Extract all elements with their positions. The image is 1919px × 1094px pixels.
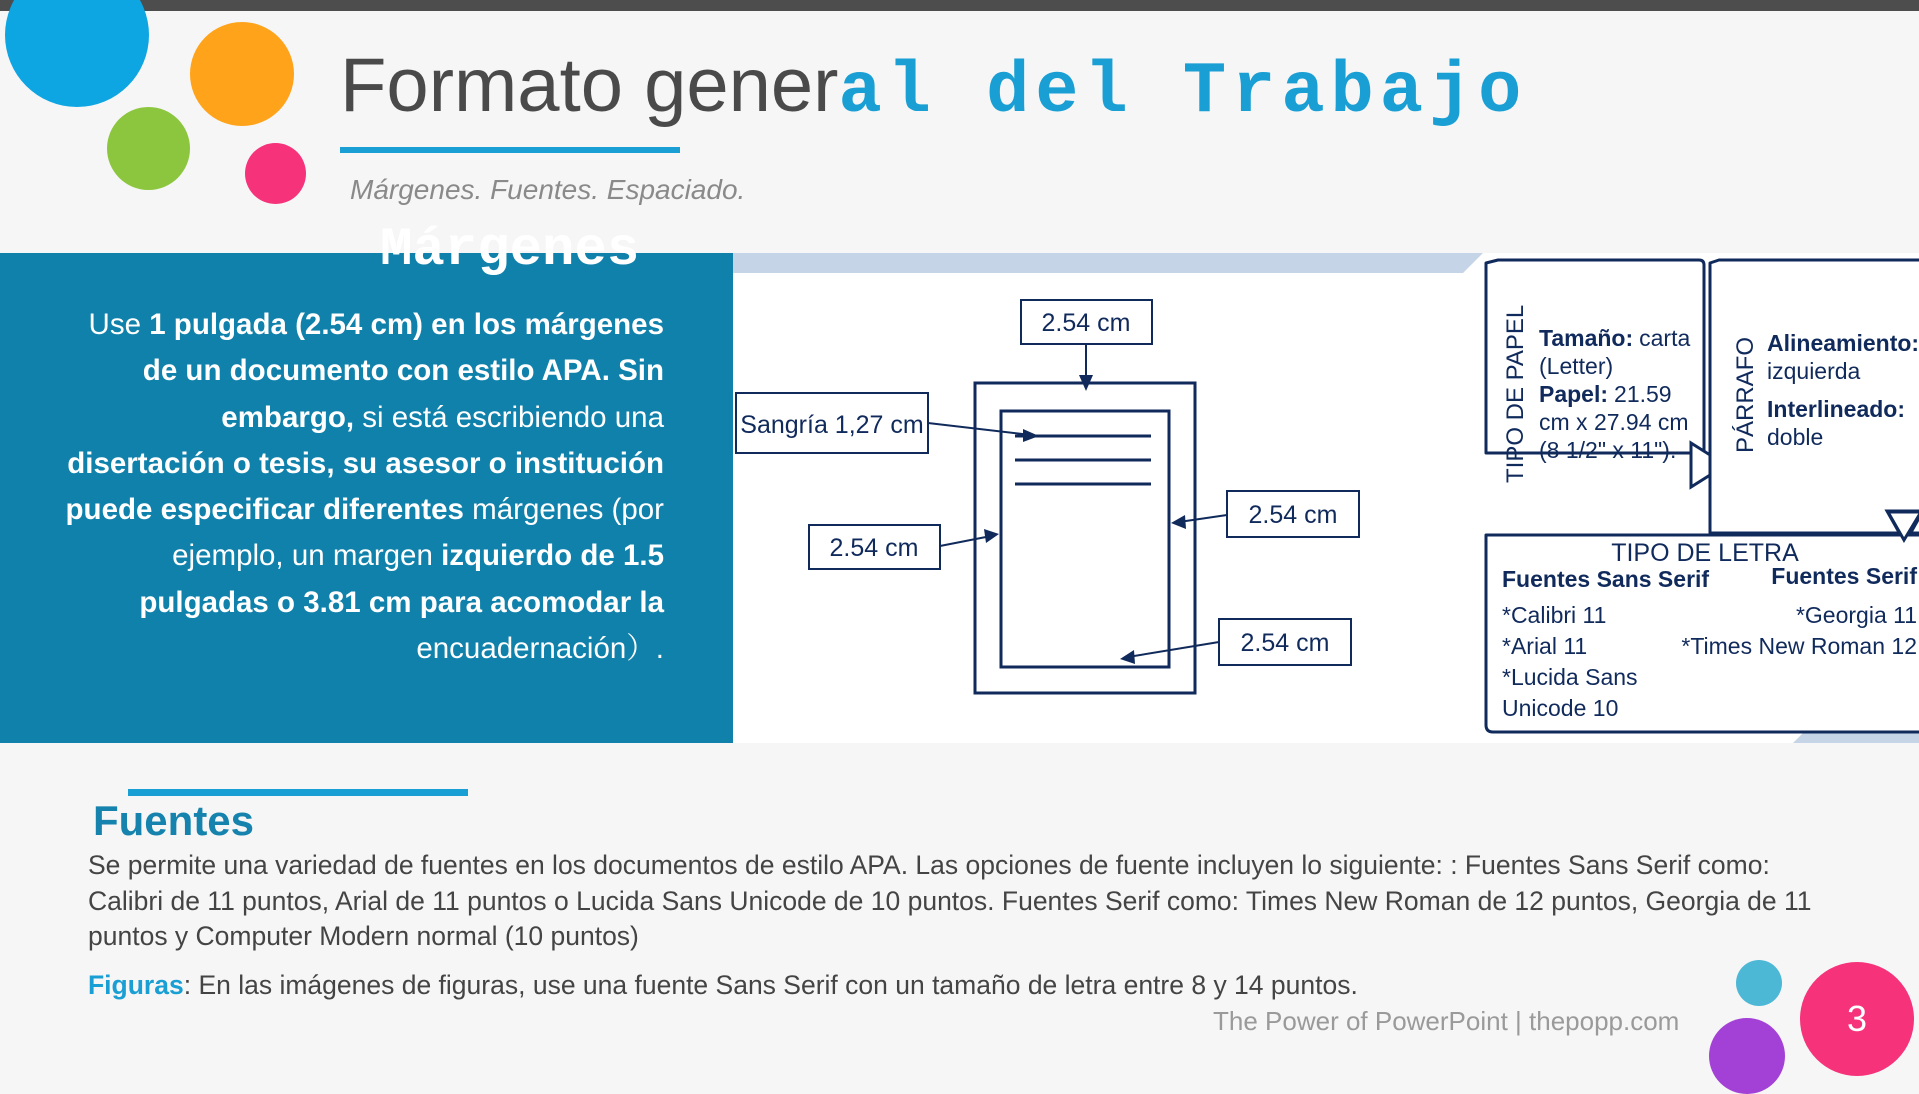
margin-right-label: 2.54 cm — [1248, 501, 1338, 529]
margin-top-label: 2.54 cm — [1041, 309, 1131, 337]
decor-circle-teal — [1736, 960, 1782, 1006]
decor-circle-green — [107, 107, 190, 190]
page-title — [340, 43, 1528, 133]
paper-size-label: Tamaño: — [1539, 325, 1634, 351]
top-bar — [0, 0, 1919, 11]
decor-circle-blue — [5, 0, 149, 107]
paper-type-heading: TIPO DE PAPEL — [1502, 304, 1529, 483]
decor-circle-pink — [245, 143, 306, 204]
paper-letter: (Letter) — [1539, 353, 1614, 379]
title-underline — [340, 147, 680, 153]
figuras-paragraph — [88, 970, 1358, 1001]
margin-left-callout — [809, 525, 999, 569]
paragraph-heading: PÁRRAFO — [1732, 336, 1759, 453]
decor-circle-purple — [1709, 1018, 1785, 1094]
margin-top-callout — [1021, 300, 1152, 391]
page-outline — [975, 383, 1195, 693]
serif-item: *Times New Roman 12 — [1681, 633, 1917, 659]
margins-text — [62, 302, 664, 672]
apa-format-diagram — [733, 253, 1919, 743]
sans-item: *Calibri 11 — [1502, 602, 1607, 628]
font-type-box — [1486, 512, 1919, 732]
svg-text:Papel:21.59 — [1539, 381, 1672, 407]
margins-text-part: 1 pulgada (2.54 cm) en los márgenes de un documento con estilo APA. Sin embargo, — [142, 308, 664, 434]
title-part-2: al del Trabajo — [838, 51, 1528, 133]
figuras-text: : En las imágenes de figuras, use una fuente Sans Serif con un tamaño de letra entre 8 y 14 puntos. — [183, 970, 1358, 1000]
indent-label: Sangría 1,27 cm — [740, 411, 924, 439]
alignment-label: Alineamiento: — [1767, 330, 1919, 356]
sans-serif-heading: Fuentes Sans Serif — [1502, 566, 1710, 592]
paper-size-in: (8 1/2" x 11"). — [1539, 437, 1677, 463]
paper-size-cm: cm x 27.94 cm — [1539, 409, 1689, 435]
font-type-heading: TIPO DE LETRA — [1611, 539, 1799, 567]
paper-size-value: carta — [1639, 325, 1691, 351]
diagram-top-strip — [733, 253, 1483, 273]
margins-text-part: márgenes (por ejemplo, un margen — [172, 493, 664, 573]
fuentes-heading: Fuentes — [93, 797, 255, 844]
svg-text:Tamaño:carta — [1539, 325, 1690, 351]
sans-item: *Lucida Sans — [1502, 664, 1638, 690]
margins-heading: Márgenes — [380, 220, 640, 281]
sans-item: Unicode 10 — [1502, 695, 1619, 721]
figuras-label: Figuras — [88, 970, 184, 1000]
margin-right-callout — [1171, 491, 1359, 537]
margins-text-part: encuadernación）. — [416, 632, 664, 666]
serif-heading: Fuentes Serif — [1771, 563, 1917, 589]
margins-text-part: izquierdo de 1.5 pulgadas o 3.81 cm para acomodar la — [139, 539, 664, 619]
margins-text-part: disertación o tesis, su asesor o institución puede especificar diferentes — [65, 446, 664, 527]
linespacing-value: doble — [1767, 424, 1824, 450]
alignment-value: izquierda — [1767, 358, 1861, 384]
margins-text-part: Use — [88, 308, 150, 341]
page-subtitle: Márgenes. Fuentes. Espaciado. — [350, 174, 746, 205]
indent-callout — [736, 393, 1039, 453]
serif-item: *Georgia 11 — [1795, 602, 1917, 628]
paper-label: Papel: — [1539, 381, 1609, 407]
decor-circle-orange — [190, 22, 294, 126]
margin-left-label: 2.54 cm — [829, 534, 919, 562]
fuentes-paragraph: Se permite una variedad de fuentes en los documentos de estilo APA. Las opciones de fuente incluyen lo siguiente: : Fuentes Sans Serif como: Calibri de 11 puntos, Arial de 11 puntos o Lucida Sans Unicode de 10 puntos. Fuentes Serif como: Times New Roman de 12 puntos, Georgia de 11 puntos y Computer Modern normal (10 puntos) — [88, 850, 1812, 951]
paper-type-box — [1486, 260, 1726, 487]
title-part-1: Formato gener — [340, 43, 839, 128]
footer-credit: The Power of PowerPoint | thepopp.com — [1213, 1006, 1680, 1036]
margin-bottom-label: 2.54 cm — [1240, 629, 1330, 657]
fuentes-accent-line — [128, 789, 468, 796]
paper-value: 21.59 — [1614, 381, 1672, 407]
sans-item: *Arial 11 — [1502, 633, 1588, 659]
linespacing-label: Interlineado: — [1767, 396, 1906, 422]
page-number: 3 — [1800, 962, 1914, 1076]
margin-bottom-callout — [1120, 619, 1351, 665]
margins-text-part: si está escribiendo una — [354, 400, 664, 434]
paragraph-box — [1710, 260, 1919, 543]
